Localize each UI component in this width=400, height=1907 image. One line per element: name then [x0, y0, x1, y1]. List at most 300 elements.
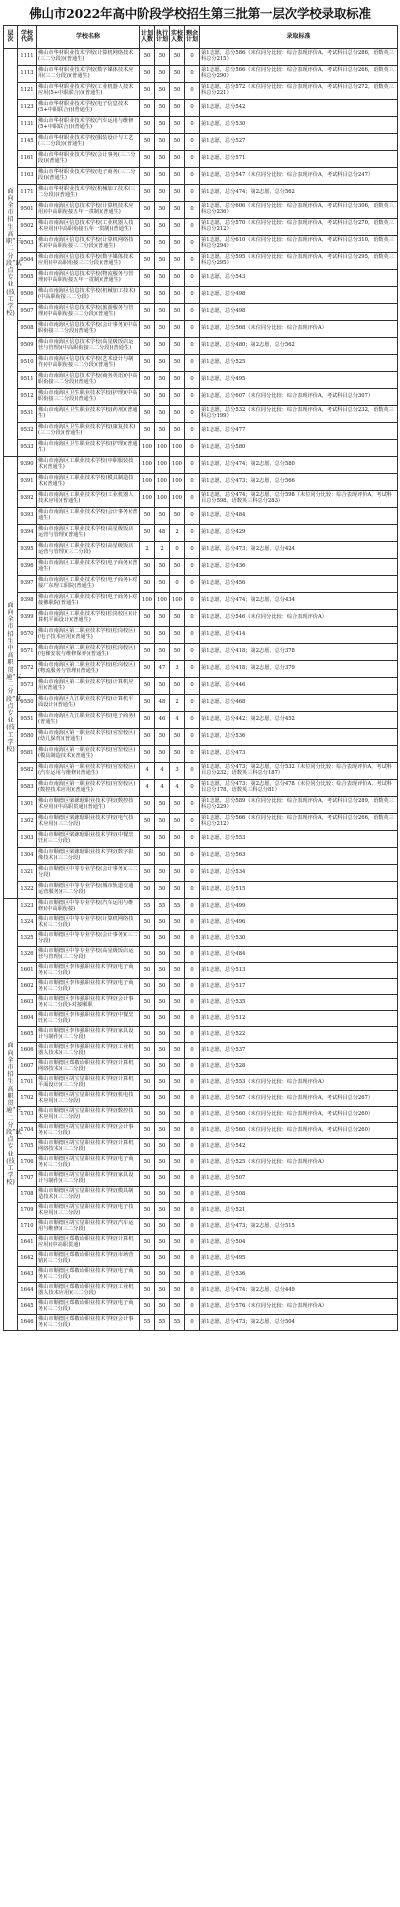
cell-enrolled: 50 — [170, 1171, 185, 1187]
table-row — [4, 678, 398, 695]
table-row — [4, 695, 398, 712]
cell-plan: 50 — [140, 168, 155, 185]
cell-enrolled: 50 — [170, 1107, 185, 1123]
cell-remaining: 0 — [185, 1219, 200, 1235]
cell-enrolled: 50 — [170, 83, 185, 100]
cell-school-code: 1111 — [18, 49, 37, 66]
cell-enrolled: 50 — [170, 236, 185, 253]
cell-plan: 50 — [140, 627, 155, 644]
cell-school-name: 佛山市南海区第二职业技术学校(松岗校区)(电子技术应用)(普通生) — [37, 627, 140, 644]
cell-plan: 50 — [140, 1043, 155, 1059]
cell-school-code: 1601 — [18, 963, 37, 979]
cell-remaining: 0 — [185, 219, 200, 236]
cell-school-code: 1145 — [18, 134, 37, 151]
cell-school-code: 1131 — [18, 117, 37, 134]
cell-plan: 50 — [140, 525, 155, 542]
cell-enrolled: 50 — [170, 814, 185, 831]
cell-school-name: 佛山市顺德区胡宝星职业技术学校(电子技术应用)(三二分段) — [37, 1203, 140, 1219]
table-row — [4, 1251, 398, 1267]
cell-exec-plan: 50 — [155, 1091, 170, 1107]
cell-exec-plan: 50 — [155, 134, 170, 151]
cell-school-name: 佛山市华材职业技术学校(汽车运用与维修(5+中职联合))(普通生) — [37, 117, 140, 134]
cell-plan: 50 — [140, 661, 155, 678]
cell-enrolled: 50 — [170, 995, 185, 1011]
cell-school-name: 佛山市顺德区郑敬诒职业技术学校(市场营销)(三二分段) — [37, 1251, 140, 1267]
cell-enrolled: 50 — [170, 1187, 185, 1203]
cell-standard: 第1志愿，总分474；第2志愿，总分562 — [200, 185, 398, 202]
cell-school-name: 佛山市华材职业技术学校(工业机器人技术应用(5+中职联合))(普通生) — [37, 83, 140, 100]
cell-plan: 50 — [140, 202, 155, 219]
cell-standard: 第1志愿，总分595（末位同分比较：综合表现评价A，考试科目总分295，语数英三科总分295） — [200, 253, 398, 270]
cell-school-name: 佛山市顺德区中等专业学校(汽车运用与维修)(中高职衔接) — [37, 899, 140, 915]
cell-school-code: 9509 — [18, 338, 37, 355]
cell-standard: 第1志愿，总分560（末位同分比较：综合表现评价A，考试科目总分260） — [200, 1123, 398, 1139]
cell-school-code: 1704 — [18, 1123, 37, 1139]
cell-standard: 第1志愿，总分473 — [200, 746, 398, 763]
cell-school-code: 1607 — [18, 1059, 37, 1075]
cell-plan: 50 — [140, 423, 155, 440]
cell-remaining: 0 — [185, 304, 200, 321]
cell-standard: 第1志愿，总分546（末位同分比较：综合表现评价A） — [200, 610, 398, 627]
cell-enrolled: 50 — [170, 559, 185, 576]
cell-remaining: 0 — [185, 729, 200, 746]
table-row — [4, 979, 398, 995]
cell-exec-plan: 50 — [155, 1219, 170, 1235]
cell-enrolled: 50 — [170, 1155, 185, 1171]
cell-standard: 第1志愿，总分530 — [200, 117, 398, 134]
cell-remaining: 0 — [185, 202, 200, 219]
cell-school-name: 佛山市顺德区胡宝星职业技术学校(汽车运用与维修)(三二分段) — [37, 1219, 140, 1235]
cell-school-name: 佛山市南海区工职业技术学校(电子商务)(普通生) — [37, 559, 140, 576]
cell-school-name: 佛山市华材职业技术学校(电子信息技术(5+中职联合))(普通生) — [37, 100, 140, 117]
cell-remaining: 0 — [185, 542, 200, 559]
cell-exec-plan: 50 — [155, 1299, 170, 1315]
table-row — [4, 389, 398, 406]
table-row — [4, 134, 398, 151]
cell-exec-plan: 50 — [155, 1123, 170, 1139]
cell-school-code: 1121 — [18, 83, 37, 100]
cell-enrolled: 50 — [170, 610, 185, 627]
table-row — [4, 1203, 398, 1219]
table-row — [4, 831, 398, 848]
cell-plan: 50 — [140, 287, 155, 304]
table-row — [4, 661, 398, 678]
cell-plan: 50 — [140, 1011, 155, 1027]
cell-school-code: 9398 — [18, 593, 37, 610]
cell-remaining: 0 — [185, 947, 200, 963]
cell-remaining: 0 — [185, 236, 200, 253]
table-row — [4, 882, 398, 899]
cell-exec-plan: 48 — [155, 525, 170, 542]
cell-enrolled: 100 — [170, 440, 185, 457]
cell-exec-plan: 50 — [155, 831, 170, 848]
cell-exec-plan: 100 — [155, 474, 170, 491]
cell-standard: 第1志愿，总分473；第2志愿，总分504 — [200, 1315, 398, 1331]
cell-enrolled: 50 — [170, 270, 185, 287]
cell-remaining: 0 — [185, 593, 200, 610]
cell-exec-plan: 50 — [155, 931, 170, 947]
cell-remaining: 0 — [185, 525, 200, 542]
cell-exec-plan: 55 — [155, 1315, 170, 1331]
table-row — [4, 947, 398, 963]
cell-school-name: 佛山市南海区第二职业技术学校(松岗校区)(物流服务与管理)(普通生) — [37, 661, 140, 678]
table-row — [4, 712, 398, 729]
cell-standard: 第1志愿，总分495 — [200, 372, 398, 389]
cell-enrolled: 50 — [170, 389, 185, 406]
cell-school-code: 9502 — [18, 219, 37, 236]
cell-school-code: 9573 — [18, 678, 37, 695]
cell-standard: 第1志愿，总分553（末位同分比较：综合表现评价A） — [200, 1075, 398, 1091]
cell-standard: 第1志愿，总分473；第2志愿，总分424 — [200, 542, 398, 559]
cell-plan: 50 — [140, 1059, 155, 1075]
table-header-row — [4, 26, 398, 49]
cell-remaining: 0 — [185, 406, 200, 423]
cell-plan: 50 — [140, 1155, 155, 1171]
cell-standard: 第1志愿，总分517 — [200, 979, 398, 995]
cell-plan: 50 — [140, 1091, 155, 1107]
cell-standard: 第1志愿，总分474；第2志愿，总分434 — [200, 593, 398, 610]
cell-plan: 50 — [140, 882, 155, 899]
header-enrolled: 实校人数 — [170, 26, 185, 49]
cell-school-code: 1701 — [18, 1075, 37, 1091]
cell-enrolled: 50 — [170, 947, 185, 963]
header-remaining: 剩余计划 — [185, 26, 200, 49]
cell-standard: 第1志愿，总分543 — [200, 270, 398, 287]
cell-school-name: 佛山市南海区信息技术学校(工业机器人技术应用)(中高职衔接五年一贯制)(普通生) — [37, 219, 140, 236]
cell-remaining: 0 — [185, 338, 200, 355]
cell-enrolled: 50 — [170, 644, 185, 661]
cell-standard: 第1志愿，总分499 — [200, 899, 398, 915]
page-title: 佛山市2022年高中阶段学校招生第三批第一层次学校录取标准 — [29, 6, 371, 21]
cell-standard: 第1志愿，总分473；第2志愿，总分515 — [200, 1219, 398, 1235]
cell-standard: 第1志愿，总分568（末位同分比较：综合表现评价A） — [200, 321, 398, 338]
cell-standard: 第1志愿，总分436 — [200, 559, 398, 576]
cell-school-name: 佛山市南海区信息技术学校(旅游服务与管理)(中高职衔接三二分段)(普通生) — [37, 304, 140, 321]
cell-school-code: 9582 — [18, 763, 37, 780]
table-row — [4, 1219, 398, 1235]
cell-remaining: 0 — [185, 423, 200, 440]
cell-school-name: 佛山市顺德区中等专业学校(高星级饭店运营与管理)(三二分段) — [37, 947, 140, 963]
cell-remaining: 0 — [185, 1139, 200, 1155]
table-row — [4, 627, 398, 644]
cell-plan: 50 — [140, 1187, 155, 1203]
table-row — [4, 1107, 398, 1123]
cell-remaining: 0 — [185, 1107, 200, 1123]
cell-school-code: 1302 — [18, 814, 37, 831]
cell-exec-plan: 50 — [155, 117, 170, 134]
cell-enrolled: 50 — [170, 168, 185, 185]
cell-school-code: 9531 — [18, 406, 37, 423]
cell-remaining: 0 — [185, 763, 200, 780]
cell-enrolled: 50 — [170, 1091, 185, 1107]
cell-school-name: 佛山市顺德区中等专业学校(城市轨道交通运营服务)(三二分段) — [37, 882, 140, 899]
cell-remaining: 0 — [185, 814, 200, 831]
cell-exec-plan: 50 — [155, 236, 170, 253]
cell-remaining: 0 — [185, 440, 200, 457]
header-level: 层次 — [4, 26, 18, 49]
cell-school-code: 9512 — [18, 389, 37, 406]
cell-plan: 50 — [140, 355, 155, 372]
cell-school-name: 佛山市顺德区郑敬诒职业技术学校(计算机网络技术)(三二分段) — [37, 1059, 140, 1075]
table-row — [4, 185, 398, 202]
cell-remaining: 0 — [185, 321, 200, 338]
cell-exec-plan: 50 — [155, 508, 170, 525]
cell-exec-plan: 50 — [155, 1235, 170, 1251]
cell-exec-plan: 50 — [155, 1059, 170, 1075]
cell-exec-plan: 50 — [155, 678, 170, 695]
cell-exec-plan: 100 — [155, 491, 170, 508]
cell-exec-plan: 50 — [155, 1171, 170, 1187]
cell-remaining: 0 — [185, 1171, 200, 1187]
header-standard: 录取标准 — [200, 26, 398, 49]
header-exec-plan: 执行计划 — [155, 26, 170, 49]
cell-exec-plan: 50 — [155, 848, 170, 865]
cell-school-code: 1710 — [18, 1219, 37, 1235]
group-label: 面向全市招生高职贯通“三二分段”试点专业(技工学校) — [4, 899, 18, 1331]
cell-standard: 第1志愿，总分508 — [200, 1187, 398, 1203]
cell-plan: 4 — [140, 780, 155, 797]
cell-remaining: 0 — [185, 1011, 200, 1027]
cell-exec-plan: 50 — [155, 355, 170, 372]
cell-school-name: 佛山市顺德区李伟强职业技术学校(电子商务)(三二分段) — [37, 979, 140, 995]
cell-enrolled: 4 — [170, 712, 185, 729]
cell-plan: 50 — [140, 1219, 155, 1235]
cell-enrolled: 50 — [170, 678, 185, 695]
cell-plan: 100 — [140, 593, 155, 610]
cell-plan: 50 — [140, 185, 155, 202]
cell-school-name: 佛山市南海区工职业技术学校(电子商务)-对接佛职院(普通生) — [37, 593, 140, 610]
group-label: 面向全市招生中高职贯通“三二分段”试点专业(技工学校) — [4, 457, 18, 899]
cell-remaining: 0 — [185, 1251, 200, 1267]
cell-standard: 第1志愿，总分498 — [200, 304, 398, 321]
cell-standard: 第1志愿，总分553 — [200, 831, 398, 848]
cell-standard: 第1志愿，总分442；第2志愿，总分452 — [200, 712, 398, 729]
cell-plan: 50 — [140, 1299, 155, 1315]
cell-plan: 50 — [140, 219, 155, 236]
cell-enrolled: 100 — [170, 491, 185, 508]
table-row — [4, 1267, 398, 1283]
cell-school-code: 1123 — [18, 100, 37, 117]
cell-plan: 50 — [140, 1251, 155, 1267]
cell-school-name: 佛山市南海区信息技术学校(商务英语)(中高职衔接三二分段)(普通生) — [37, 372, 140, 389]
cell-exec-plan: 50 — [155, 963, 170, 979]
cell-exec-plan: 50 — [155, 559, 170, 576]
cell-school-code: 9507 — [18, 304, 37, 321]
cell-standard: 第1志愿，总分498 — [200, 287, 398, 304]
cell-enrolled: 50 — [170, 729, 185, 746]
table-row — [4, 321, 398, 338]
cell-standard: 第1志愿，总分572（末位同分比较：综合表现评价A，考试科目总分272，语数英三科总分221） — [200, 83, 398, 100]
cell-school-code: 9391 — [18, 474, 37, 491]
cell-standard: 第1志愿，总分414 — [200, 627, 398, 644]
cell-standard: 第1志愿，总分532（末位同分比较：综合表现评价A，考试科目总分232，语数英三科总分199） — [200, 406, 398, 423]
cell-enrolled: 50 — [170, 1027, 185, 1043]
cell-standard: 第1志愿，总分576（末位同分比较：综合表现评价A） — [200, 1299, 398, 1315]
cell-exec-plan: 50 — [155, 1043, 170, 1059]
cell-remaining: 0 — [185, 1283, 200, 1299]
cell-plan: 50 — [140, 797, 155, 814]
cell-remaining: 0 — [185, 372, 200, 389]
cell-standard: 第1志愿，总分513 — [200, 963, 398, 979]
cell-school-code: 1709 — [18, 1203, 37, 1219]
cell-school-name: 佛山市南海区信息技术学校(艺术设计与制作)(中高职衔接三二分段)(普通生) — [37, 355, 140, 372]
cell-standard: 第1志愿，总分474；第2志愿，总分580 — [200, 457, 398, 474]
table-row — [4, 474, 398, 491]
cell-standard: 第1志愿，总分542 — [200, 1139, 398, 1155]
table-row — [4, 1123, 398, 1139]
cell-plan: 50 — [140, 338, 155, 355]
cell-school-code: 1703 — [18, 1107, 37, 1123]
cell-exec-plan: 55 — [155, 899, 170, 915]
cell-school-name: 佛山市南海区卫生职业技术学校(护理)(普通生) — [37, 440, 140, 457]
cell-remaining: 0 — [185, 508, 200, 525]
cell-standard: 第1志愿，总分525（末位同分比较：综合表现评价A） — [200, 1155, 398, 1171]
cell-exec-plan: 50 — [155, 1139, 170, 1155]
cell-exec-plan: 50 — [155, 1203, 170, 1219]
cell-enrolled: 50 — [170, 406, 185, 423]
table-row — [4, 66, 398, 83]
cell-school-name: 佛山市顺德区郑敬诒职业技术学校(计算机应用)(中高职贯通) — [37, 1235, 140, 1251]
cell-exec-plan: 50 — [155, 253, 170, 270]
cell-enrolled: 50 — [170, 848, 185, 865]
table-row — [4, 899, 398, 915]
cell-school-code: 1604 — [18, 1011, 37, 1027]
cell-standard: 第1志愿，总分536 — [200, 729, 398, 746]
cell-exec-plan: 50 — [155, 865, 170, 882]
cell-school-name: 佛山市南海区卫生职业技术学校(康复技术)(三二分段)(普通生) — [37, 423, 140, 440]
cell-remaining: 0 — [185, 457, 200, 474]
table-row — [4, 593, 398, 610]
cell-enrolled: 50 — [170, 287, 185, 304]
cell-standard: 第1志愿，总分606（末位同分比较：综合表现评价A，考试科目总分306，语数英三科总分236） — [200, 202, 398, 219]
cell-school-name: 佛山市顺德区郑敬诒职业技术学校(电子商务)(三二分段) — [37, 1267, 140, 1283]
cell-plan: 50 — [140, 372, 155, 389]
table-row — [4, 423, 398, 440]
cell-enrolled: 2 — [170, 525, 185, 542]
cell-remaining: 0 — [185, 559, 200, 576]
cell-plan: 50 — [140, 236, 155, 253]
cell-standard: 第1志愿，总分563 — [200, 848, 398, 865]
cell-plan: 50 — [140, 695, 155, 712]
cell-exec-plan: 50 — [155, 338, 170, 355]
cell-plan: 100 — [140, 440, 155, 457]
cell-enrolled: 50 — [170, 1283, 185, 1299]
cell-school-code: 1605 — [18, 1027, 37, 1043]
cell-plan: 50 — [140, 678, 155, 695]
table-row — [4, 1139, 398, 1155]
cell-plan: 55 — [140, 1315, 155, 1331]
cell-plan: 100 — [140, 491, 155, 508]
cell-enrolled: 4 — [170, 780, 185, 797]
cell-school-code: 1645 — [18, 1299, 37, 1315]
cell-standard: 第1志愿，总分610（末位同分比较：综合表现评价A，考试科目总分310，语数英三科总分294） — [200, 236, 398, 253]
cell-school-name: 佛山市南海区工职业技术学校(会计事务)(普通生) — [37, 508, 140, 525]
cell-enrolled: 0 — [170, 542, 185, 559]
cell-standard: 第1志愿，总分429 — [200, 525, 398, 542]
cell-school-name: 佛山市华材职业技术学校(计算机网络技术(三二分段))(普通生) — [37, 49, 140, 66]
cell-school-code: 9501 — [18, 202, 37, 219]
cell-remaining: 0 — [185, 712, 200, 729]
cell-remaining: 0 — [185, 1155, 200, 1171]
cell-school-name: 佛山市南海区信息技术学校(高星级饭店运营与管理)(中高职衔接三二分段)(普通生) — [37, 338, 140, 355]
cell-remaining: 0 — [185, 1187, 200, 1203]
cell-school-code: 1708 — [18, 1187, 37, 1203]
cell-remaining: 0 — [185, 576, 200, 593]
cell-standard: 第1志愿，总分456 — [200, 576, 398, 593]
cell-plan: 50 — [140, 49, 155, 66]
cell-school-code: 1702 — [18, 1091, 37, 1107]
cell-exec-plan: 100 — [155, 457, 170, 474]
cell-school-code: 9580 — [18, 729, 37, 746]
table-row — [4, 287, 398, 304]
cell-enrolled: 50 — [170, 202, 185, 219]
cell-standard: 第1志愿，总分534 — [200, 865, 398, 882]
cell-enrolled: 50 — [170, 253, 185, 270]
cell-standard: 第1志愿，总分446 — [200, 678, 398, 695]
cell-remaining: 0 — [185, 661, 200, 678]
cell-school-code: 9505 — [18, 270, 37, 287]
cell-remaining: 0 — [185, 355, 200, 372]
table-row — [4, 525, 398, 542]
cell-remaining: 0 — [185, 100, 200, 117]
cell-school-name: 佛山市华材职业技术学校(数字媒体技术应用(三二分段))(普通生) — [37, 66, 140, 83]
cell-school-name: 佛山市顺德区李伟强职业技术学校(会计事务)(三二分段)-对接顺职 — [37, 995, 140, 1011]
cell-enrolled: 50 — [170, 321, 185, 338]
cell-school-code: 9397 — [18, 576, 37, 593]
cell-exec-plan: 50 — [155, 202, 170, 219]
table-row — [4, 440, 398, 457]
cell-plan: 100 — [140, 457, 155, 474]
cell-remaining: 0 — [185, 931, 200, 947]
header-school-code: 学校代码 — [18, 26, 37, 49]
cell-standard: 第1志愿，总分495 — [200, 1251, 398, 1267]
cell-school-code: 9392 — [18, 491, 37, 508]
cell-standard: 第1志愿，总分468 — [200, 695, 398, 712]
cell-school-code: 1163 — [18, 168, 37, 185]
cell-exec-plan: 50 — [155, 321, 170, 338]
cell-remaining: 0 — [185, 1315, 200, 1331]
cell-plan: 50 — [140, 831, 155, 848]
cell-enrolled: 50 — [170, 1043, 185, 1059]
cell-remaining: 0 — [185, 831, 200, 848]
cell-enrolled: 100 — [170, 593, 185, 610]
cell-plan: 50 — [140, 610, 155, 627]
table-row — [4, 1043, 398, 1059]
cell-school-name: 佛山市顺德区胡宝星职业技术学校(模具制造技术)(三二分段) — [37, 1187, 140, 1203]
cell-school-name: 佛山市顺德区郑敬诒职业技术学校(会计事务)(三二分段) — [37, 1315, 140, 1331]
table-row — [4, 729, 398, 746]
cell-standard: 第1志愿，总分580 — [200, 440, 398, 457]
table-row — [4, 304, 398, 321]
cell-exec-plan: 50 — [155, 304, 170, 321]
cell-exec-plan: 50 — [155, 746, 170, 763]
table-row — [4, 610, 398, 627]
cell-school-code: 1303 — [18, 831, 37, 848]
cell-school-code: 1602 — [18, 979, 37, 995]
cell-school-name: 佛山市南海区工职业技术学校(模具制造技术)(普通生) — [37, 474, 140, 491]
table-row — [4, 746, 398, 763]
cell-remaining: 0 — [185, 168, 200, 185]
table-row — [4, 219, 398, 236]
cell-school-code: 9503 — [18, 236, 37, 253]
cell-enrolled: 55 — [170, 899, 185, 915]
cell-exec-plan: 50 — [155, 814, 170, 831]
cell-exec-plan: 50 — [155, 287, 170, 304]
table-row — [4, 457, 398, 474]
cell-exec-plan: 50 — [155, 576, 170, 593]
cell-remaining: 0 — [185, 610, 200, 627]
cell-school-name: 佛山市南海区第一职业技术学校(官窑校区)(模具制造技术)(普通生) — [37, 746, 140, 763]
